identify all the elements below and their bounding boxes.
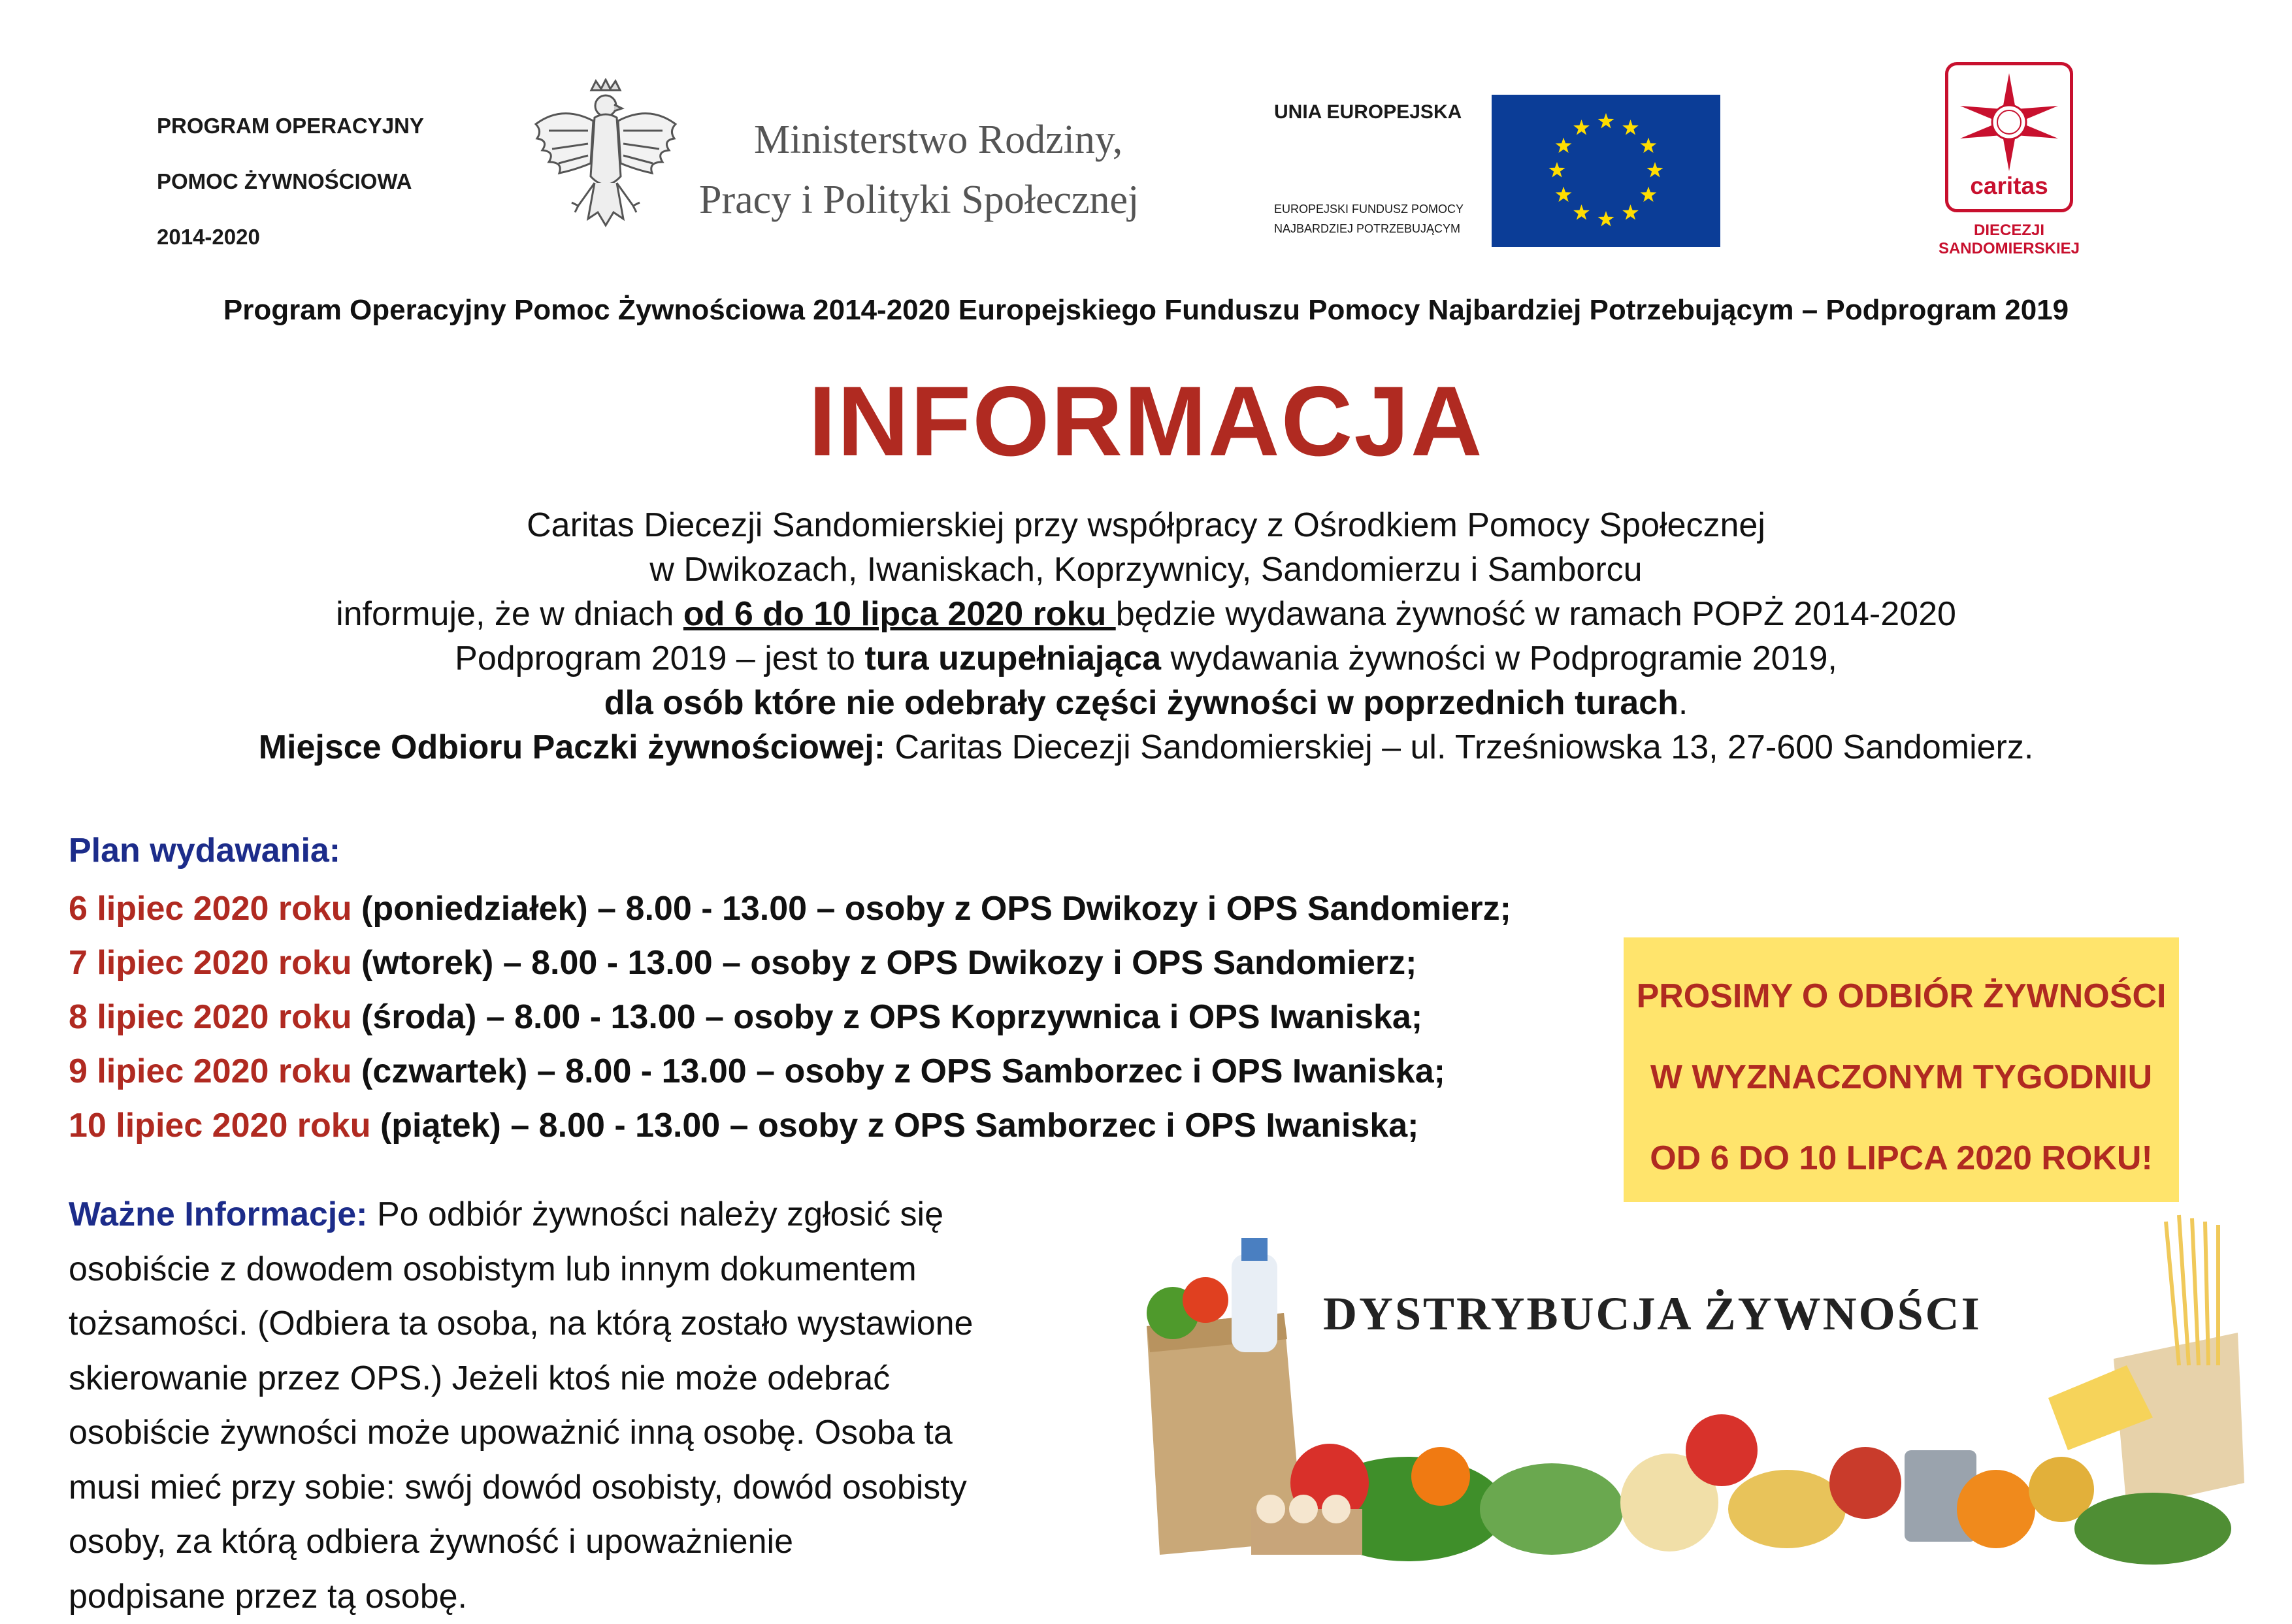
info-line: podpisane przez tą osobę. [69, 1570, 1140, 1624]
intro-text-span: będzie wydawana żywność w ramach POPŻ 2014-2020 [1116, 595, 1956, 633]
page-title: INFORMACJA [0, 366, 2292, 477]
schedule-date: 9 lipiec 2020 roku [69, 1052, 352, 1090]
program-logo-line: 2014-2020 [157, 209, 497, 265]
important-info-label: Ważne Informacje: [69, 1195, 368, 1233]
info-line: osoby, za którą odbiera żywność i upoważnienie [69, 1515, 1140, 1570]
banner-title: DYSTRYBUCJA ŻYWNOŚCI [1323, 1287, 1982, 1341]
ministry-name [699, 110, 1209, 230]
target-group-highlight: dla osób które nie odebrały części żywności w poprzednich turach [604, 684, 1678, 722]
eu-title: UNIA EUROPEJSKA [1274, 101, 1496, 123]
intro-line [0, 592, 2292, 636]
info-line: osobiście z dowodem osobistym lub innym dokumentem [69, 1242, 1140, 1297]
notice-line: PROSIMY O ODBIÓR ŻYWNOŚCI [1624, 956, 2179, 1037]
info-line: skierowanie przez OPS.) Jeżeli ktoś nie może odebrać [69, 1352, 1140, 1406]
program-logo-line: PROGRAM OPERACYJNY [157, 98, 497, 154]
schedule-details: (piątek) – 8.00 - 13.00 – osoby z OPS Samborzec i OPS Iwaniska; [371, 1107, 1419, 1145]
pickup-location-address: Caritas Diecezji Sandomierskiej – ul. Trześniowska 13, 27-600 Sandomierz. [885, 728, 2033, 766]
schedule-date: 10 lipiec 2020 roku [69, 1107, 371, 1145]
info-text: Po odbiór żywności należy zgłosić się [368, 1195, 944, 1233]
eu-fund-line: NAJBARDZIEJ POTRZEBUJĄCYM [1274, 219, 1496, 238]
program-logo [157, 98, 497, 265]
caritas-cross-icon [1960, 73, 2058, 171]
schedule-heading: Plan wydawania: [69, 831, 340, 870]
notice-line: OD 6 DO 10 LIPCA 2020 ROKU! [1624, 1118, 2179, 1199]
program-subtitle: Program Operacyjny Pomoc Żywnościowa 2014-2020 Europejskiego Funduszu Pomocy Najbardziej Potrzebującym – Podprogram 2019 [0, 294, 2292, 327]
info-line: musi mieć przy sobie: swój dowód osobisty, dowód osobisty [69, 1461, 1140, 1516]
pickup-location-label: Miejsce Odbioru Paczki żywnościowej: [259, 728, 885, 766]
tour-highlight: tura uzupełniająca [864, 640, 1161, 677]
schedule-row [69, 936, 1511, 990]
schedule-details: (czwartek) – 8.00 - 13.00 – osoby z OPS Samborzec i OPS Iwaniska; [352, 1052, 1445, 1090]
schedule-row [69, 882, 1511, 936]
caritas-diocese-line: DIECEZJI [1931, 221, 2087, 240]
eu-flag-icon [1492, 95, 1720, 247]
intro-line [0, 725, 2292, 770]
intro-text-span: Podprogram 2019 – jest to [455, 640, 864, 677]
polish-eagle-emblem [523, 78, 689, 248]
schedule-details: (wtorek) – 8.00 - 13.00 – osoby z OPS Dwikozy i OPS Sandomierz; [352, 944, 1417, 982]
schedule-row [69, 1099, 1511, 1153]
ministry-name-line: Pracy i Polityki Społecznej [699, 178, 1139, 222]
notice-line: W WYZNACZONYM TYGODNIU [1624, 1037, 2179, 1118]
schedule-date: 7 lipiec 2020 roku [69, 944, 352, 982]
eu-fund-line: EUROPEJSKI FUNDUSZ POMOCY [1274, 199, 1496, 219]
schedule-list [69, 882, 1511, 1153]
info-line: tożsamości. (Odbiera ta osoba, na którą zostało wystawione [69, 1297, 1140, 1352]
caritas-wordmark: caritas [1948, 172, 2070, 200]
info-line: osobiście żywności może upoważnić inną osobę. Osoba ta [69, 1406, 1140, 1461]
program-logo-line: POMOC ŻYWNOŚCIOWA [157, 154, 497, 209]
food-distribution-banner [1134, 1202, 2244, 1568]
caritas-emblem [1945, 62, 2073, 212]
intro-text-span: . [1678, 684, 1688, 722]
ministry-name-line: Ministerstwo Rodziny, [699, 110, 1209, 170]
intro-line [0, 636, 2292, 681]
schedule-row [69, 990, 1511, 1045]
caritas-logo [1931, 62, 2087, 258]
schedule-date: 8 lipiec 2020 roku [69, 998, 352, 1036]
groceries-illustration [1134, 1202, 2244, 1568]
intro-line: Caritas Diecezji Sandomierskiej przy współpracy z Ośrodkiem Pomocy Społecznej [0, 503, 2292, 547]
schedule-details: (poniedziałek) – 8.00 - 13.00 – osoby z OPS Dwikozy i OPS Sandomierz; [352, 890, 1511, 928]
important-info [69, 1188, 1140, 1624]
caritas-diocese-line: SANDOMIERSKIEJ [1931, 240, 2087, 258]
intro-text-span: informuje, że w dniach [336, 595, 683, 633]
intro-line: w Dwikozach, Iwaniskach, Koprzywnicy, Sandomierzu i Samborcu [0, 547, 2292, 592]
schedule-date: 6 lipiec 2020 roku [69, 890, 352, 928]
eu-fund-text [1274, 199, 1496, 238]
info-line [69, 1188, 1140, 1242]
intro-line [0, 681, 2292, 725]
schedule-row [69, 1045, 1511, 1099]
date-range-highlight: od 6 do 10 lipca 2020 roku [683, 595, 1116, 633]
schedule-details: (środa) – 8.00 - 13.00 – osoby z OPS Koprzywnica i OPS Iwaniska; [352, 998, 1423, 1036]
intro-text-span: wydawania żywności w Podprogramie 2019, [1161, 640, 1837, 677]
pickup-notice-box [1624, 937, 2179, 1209]
intro-text [0, 503, 2292, 770]
eu-label [1274, 101, 1496, 238]
